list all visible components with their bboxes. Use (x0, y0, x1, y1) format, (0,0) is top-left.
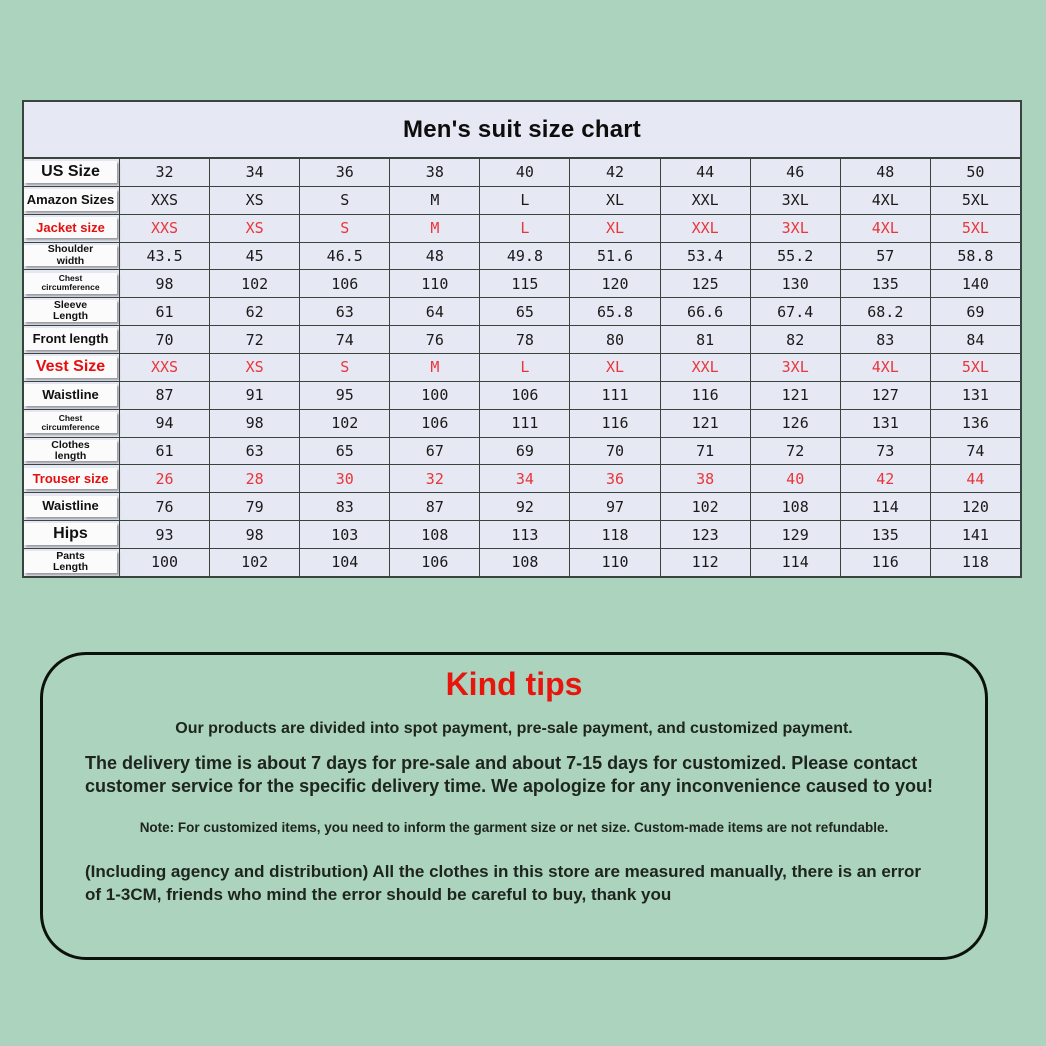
size-value-cell: 100 (120, 549, 210, 576)
size-value-cell: 26 (120, 465, 210, 492)
size-value-cell: 131 (841, 410, 931, 437)
row-label-cell (24, 270, 120, 297)
size-value-cell: 57 (841, 243, 931, 270)
size-value-cell: 116 (841, 549, 931, 576)
size-value-cell: 65 (300, 438, 390, 465)
size-value-cell: S (300, 215, 390, 242)
size-value-cell: 65 (480, 298, 570, 325)
table-row (24, 298, 1020, 326)
size-value-cell: 42 (570, 159, 660, 186)
kind-tips-title: Kind tips (445, 666, 583, 702)
size-value-cell: 120 (961, 497, 989, 516)
size-value-cell: 64 (390, 298, 480, 325)
row-label: Trouser size (24, 468, 117, 489)
size-value-cell: 115 (480, 270, 570, 297)
size-value-cell: 110 (390, 270, 480, 297)
row-label: Chest circumference (24, 412, 117, 433)
row-label-cell (24, 243, 120, 270)
size-value-cell: 81 (661, 326, 751, 353)
size-value-cell: 40 (480, 159, 570, 186)
row-label: Vest Size (24, 356, 117, 377)
table-row (24, 493, 1020, 521)
size-value-cell: XXL (661, 187, 751, 214)
size-value-cell: 76 (120, 493, 210, 520)
size-value-cell: 55.2 (751, 243, 841, 270)
size-value-cell: 95 (300, 382, 390, 409)
size-value-cell: 70 (570, 438, 660, 465)
size-value-cell: 97 (570, 493, 660, 520)
row-label-cell (24, 410, 120, 437)
size-value-cell: 120 (570, 270, 660, 297)
tips-payment-line: Our products are divided into spot payment, pre-sale payment, and customized payment. (175, 720, 853, 737)
size-value-cell: M (390, 187, 480, 214)
row-label-cell (24, 326, 120, 353)
row-label-cell (24, 465, 120, 492)
size-value-cell: 51.6 (570, 243, 660, 270)
size-value-cell: 92 (480, 493, 570, 520)
size-value-cell: 82 (751, 326, 841, 353)
size-value-cell: 79 (210, 493, 300, 520)
size-value-cell: 87 (120, 382, 210, 409)
row-label: Chest circumference (24, 273, 117, 294)
size-value-cell: 32 (120, 159, 210, 186)
size-value-cell: 106 (300, 270, 390, 297)
size-value-cell: 28 (210, 465, 300, 492)
size-value-cell: 130 (751, 270, 841, 297)
size-value-cell: 93 (120, 521, 210, 548)
kind-tips-box (40, 652, 988, 960)
table-row (24, 438, 1020, 466)
size-value-cell: 53.4 (661, 243, 751, 270)
size-value-cell: 5XL (961, 358, 989, 377)
size-value-cell: 61 (120, 298, 210, 325)
size-value-cell: 100 (390, 382, 480, 409)
size-value-cell: 102 (210, 549, 300, 576)
size-value-cell: 114 (841, 493, 931, 520)
size-value-cell: XXL (661, 354, 751, 381)
row-label: Front length (24, 328, 117, 349)
size-value-cell: 66.6 (661, 298, 751, 325)
size-value-cell: 126 (751, 410, 841, 437)
size-value-cell: 43.5 (120, 243, 210, 270)
size-value-cell: 72 (210, 326, 300, 353)
size-value-cell: 112 (661, 549, 751, 576)
size-value-cell: 4XL (841, 187, 931, 214)
size-value-cell: 49.8 (480, 243, 570, 270)
size-value-cell: 34 (480, 465, 570, 492)
size-value-cell: 108 (480, 549, 570, 576)
size-value-cell: XXS (120, 354, 210, 381)
size-value-cell: L (480, 187, 570, 214)
size-value-cell: 40 (751, 465, 841, 492)
table-row (24, 159, 1020, 187)
size-value-cell: 36 (300, 159, 390, 186)
table-row (24, 382, 1020, 410)
size-value-cell: 69 (966, 302, 985, 321)
size-value-cell: 116 (570, 410, 660, 437)
row-label-cell (24, 159, 120, 186)
size-value-cell: 113 (480, 521, 570, 548)
row-label-cell (24, 493, 120, 520)
row-label: Waistline (24, 384, 117, 405)
size-value-cell: 104 (300, 549, 390, 576)
size-value-cell: 38 (390, 159, 480, 186)
row-label-cell (24, 438, 120, 465)
row-label: US Size (24, 161, 117, 182)
size-value-cell: 98 (210, 410, 300, 437)
size-value-cell: 91 (210, 382, 300, 409)
size-value-cell: 102 (210, 270, 300, 297)
size-value-cell: 111 (480, 410, 570, 437)
row-label-cell (24, 215, 120, 242)
row-label: Amazon Sizes (24, 189, 117, 210)
size-value-cell: 50 (966, 163, 985, 182)
size-value-cell: 34 (210, 159, 300, 186)
size-value-cell: 121 (751, 382, 841, 409)
size-value-cell: 44 (661, 159, 751, 186)
size-value-cell: 108 (751, 493, 841, 520)
size-value-cell: 98 (120, 270, 210, 297)
size-value-cell: 72 (751, 438, 841, 465)
table-row (24, 243, 1020, 271)
table-row (24, 354, 1020, 382)
size-value-cell: 32 (390, 465, 480, 492)
size-value-cell: M (390, 215, 480, 242)
size-value-cell: XXS (120, 187, 210, 214)
size-value-cell: 83 (300, 493, 390, 520)
size-value-cell: 36 (570, 465, 660, 492)
size-value-cell: 106 (390, 410, 480, 437)
size-value-cell: 78 (480, 326, 570, 353)
size-value-cell: 108 (390, 521, 480, 548)
size-value-cell: 123 (661, 521, 751, 548)
size-value-cell: 63 (300, 298, 390, 325)
row-label: Sleeve Length (24, 300, 117, 321)
size-value-cell: 73 (841, 438, 931, 465)
size-value-cell: 3XL (751, 215, 841, 242)
row-label: Jacket size (24, 217, 117, 238)
size-value-cell: 58.8 (957, 247, 994, 265)
size-value-cell: 127 (841, 382, 931, 409)
size-value-cell: 103 (300, 521, 390, 548)
size-value-cell: 3XL (751, 354, 841, 381)
size-value-cell: 5XL (961, 191, 989, 210)
table-row (24, 326, 1020, 354)
size-chart-title: Men's suit size chart (24, 102, 1020, 159)
row-label-cell (24, 521, 120, 548)
size-value-cell: 5XL (961, 219, 989, 238)
size-value-cell: XXS (120, 215, 210, 242)
row-label: Hips (24, 523, 117, 544)
size-value-cell: 46 (751, 159, 841, 186)
size-chart-table (22, 100, 1022, 578)
size-value-cell: 44 (966, 469, 985, 488)
tips-measurement-paragraph: (Including agency and distribution) All the clothes in this store are measured manually, there is an error of 1-3CM, friends who mind the error should be careful to buy, thank you (85, 862, 922, 904)
size-value-cell: 62 (210, 298, 300, 325)
size-value-cell: 61 (120, 438, 210, 465)
row-label: Waistline (24, 496, 117, 517)
table-row (24, 270, 1020, 298)
row-label: Pants Length (24, 551, 117, 572)
size-value-cell: 87 (390, 493, 480, 520)
size-value-cell: 102 (661, 493, 751, 520)
size-value-cell: S (300, 187, 390, 214)
size-value-cell: 114 (751, 549, 841, 576)
size-value-cell: 4XL (841, 354, 931, 381)
row-label-cell (24, 187, 120, 214)
size-value-cell: S (300, 354, 390, 381)
size-value-cell: 42 (841, 465, 931, 492)
row-label: Clothes length (24, 440, 117, 461)
row-label-cell (24, 298, 120, 325)
row-label-cell (24, 354, 120, 381)
size-value-cell: XS (210, 354, 300, 381)
size-value-cell: 125 (661, 270, 751, 297)
size-value-cell: 3XL (751, 187, 841, 214)
size-value-cell: 118 (961, 553, 989, 572)
size-value-cell: 80 (570, 326, 660, 353)
size-value-cell: XL (570, 187, 660, 214)
size-value-cell: 48 (841, 159, 931, 186)
table-row (24, 465, 1020, 493)
table-row (24, 521, 1020, 549)
size-value-cell: 67 (390, 438, 480, 465)
size-value-cell: XS (210, 187, 300, 214)
size-value-cell: XXL (661, 215, 751, 242)
size-value-cell: 30 (300, 465, 390, 492)
size-value-cell: 106 (390, 549, 480, 576)
size-value-cell: 110 (570, 549, 660, 576)
row-label: Shoulder width (24, 245, 117, 266)
size-value-cell: 94 (120, 410, 210, 437)
size-value-cell: XS (210, 215, 300, 242)
size-value-cell: L (480, 215, 570, 242)
table-row (24, 549, 1020, 576)
size-value-cell: 71 (661, 438, 751, 465)
size-value-cell: 74 (300, 326, 390, 353)
size-value-cell: 136 (961, 414, 989, 433)
row-label-cell (24, 382, 120, 409)
size-value-cell: M (390, 354, 480, 381)
size-value-cell: XL (570, 354, 660, 381)
size-value-cell: 135 (841, 521, 931, 548)
tips-delivery-paragraph: The delivery time is about 7 days for pre-sale and about 7-15 days for customized. Please contact customer service for the specific delivery time. We apologize for any inconvenience caused to you! (85, 753, 933, 797)
row-label-cell (24, 549, 120, 576)
size-chart-rows (24, 159, 1020, 576)
size-value-cell: 129 (751, 521, 841, 548)
size-value-cell: 106 (480, 382, 570, 409)
size-value-cell: 38 (661, 465, 751, 492)
size-value-cell: 69 (480, 438, 570, 465)
size-value-cell: 45 (210, 243, 300, 270)
size-value-cell: 118 (570, 521, 660, 548)
size-value-cell: 67.4 (751, 298, 841, 325)
size-value-cell: 121 (661, 410, 751, 437)
size-value-cell: 46.5 (300, 243, 390, 270)
table-row (24, 410, 1020, 438)
tips-note-line: Note: For customized items, you need to inform the garment size or net size. Custom-made items are not refundable. (139, 820, 889, 836)
size-value-cell: 70 (120, 326, 210, 353)
size-value-cell: 98 (210, 521, 300, 548)
size-value-cell: 68.2 (841, 298, 931, 325)
size-value-cell: 48 (390, 243, 480, 270)
size-value-cell: XL (570, 215, 660, 242)
size-value-cell: 116 (661, 382, 751, 409)
size-value-cell: 83 (841, 326, 931, 353)
size-value-cell: 65.8 (570, 298, 660, 325)
table-row (24, 215, 1020, 243)
table-row (24, 187, 1020, 215)
size-value-cell: 102 (300, 410, 390, 437)
size-value-cell: 141 (961, 525, 989, 544)
size-value-cell: 135 (841, 270, 931, 297)
size-value-cell: 63 (210, 438, 300, 465)
size-value-cell: 84 (966, 330, 985, 349)
size-value-cell: 76 (390, 326, 480, 353)
size-value-cell: 131 (961, 386, 989, 405)
size-value-cell: 4XL (841, 215, 931, 242)
size-value-cell: 111 (570, 382, 660, 409)
size-value-cell: L (480, 354, 570, 381)
size-value-cell: 140 (961, 274, 989, 293)
size-value-cell: 74 (966, 442, 985, 461)
